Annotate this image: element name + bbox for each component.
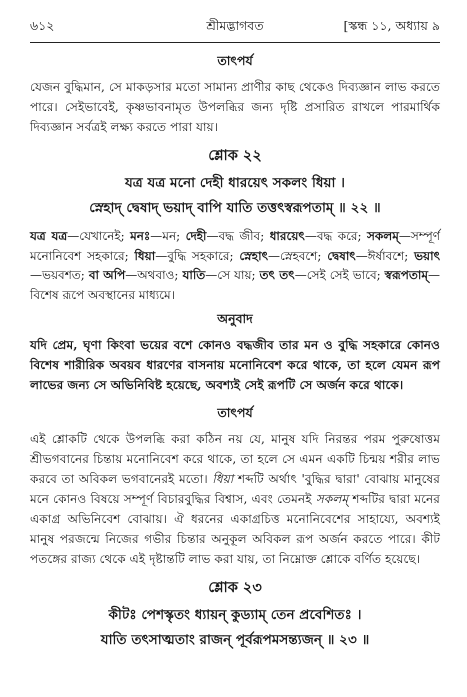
synonym-meaning: —বিশেষ রূপে অবস্থানের মাধ্যমে। [30, 268, 441, 302]
page-number: ৬১২ [30, 18, 55, 33]
purport-text-part: এই শ্লোকটি থেকে উপলব্ধি করা কঠিন নয় যে, মানুষ যদি নিরন্তর পরম পুরুষোত্তম শ্রীভগবানের চিন্তায় মনোনিবেশ করে থাকে, তা হলে সে এমন একটি চিন্ময় শরীর লাভ করবে তা অবিকল ভগবানেরই মতো। [30, 432, 440, 486]
purport-text [30, 429, 440, 569]
synonym-term: যত্র যত্র [30, 229, 68, 243]
purport-text-part: শব্দটির দ্বারা মনের একাগ্র অভিনিবেশ বোঝায়। ঐ ধরনের একাগ্রচিত্ত মনোনিবেশের সাহায্যে, অবশ্যই মানুষ পরজন্মে নিজের গভীর চিন্তার অনুকূল অবিকল রূপ অর্জন করতে পারে। কীট পতঙ্গের রাজ্য থেকে এই দৃষ্টান্তটি লাভ করা যায়, তা নিম্নোক্ত শ্লোকে বর্ণিত হয়েছে। [30, 492, 440, 566]
synonym-term: স্নেহাৎ [239, 248, 268, 263]
translation-text: যদি প্রেম, ঘৃণা কিংবা ভয়ের বশে কোনও বদ্ধজীব তার মন ও বুদ্ধি সহকারে কোনও বিশেষ শারীরিক অবয়ব ধারণের বাসনায় মনোনিবেশ করে থাকে, তা হলে যেমন রূপ লাভের জন্য সে অভিনিবিষ্ট হয়েছে, অবশ্যই সেই রূপটি সে অর্জন করে থাকে। [30, 338, 440, 392]
purport-heading: তাৎপর্য [217, 405, 253, 420]
synonym-meaning: —যেখানেই; [67, 229, 131, 243]
purport-text-part: শব্দটি অর্থাৎ 'বুদ্ধির দ্বারা' বোঝায় মানুষের মনে কোনও বিষয়ে সম্পূর্ণ বিচারবুদ্ধির বিশ্বাস, এবং তেমনই [30, 472, 440, 506]
synonym-meaning: —ঈর্ষাবশে; [355, 248, 415, 263]
sloka-22 [30, 145, 440, 221]
word-for-word [30, 227, 440, 305]
synonym-meaning: —বুদ্ধি সহকারে; [155, 248, 240, 263]
purport-section-1 [30, 53, 440, 137]
synonym-term: ধিয়া [134, 248, 156, 263]
synonym-meaning: —ভয়বশত; [30, 268, 89, 282]
purport-section-2 [30, 405, 440, 569]
purport-text: যেজন বুদ্ধিমান, সে মাকড়সার মতো সামান্য প্রাণীর কাছ থেকেও দিব্যজ্ঞান লাভ করতে পারে। সেইভাবেই, কৃষ্ণভাবনামৃত উপলব্ধির জন্য দৃষ্টি প্রসারিত রাখলে পারমার্থিক দিব্যজ্ঞান সর্বত্রই লক্ষ্য করতে পারা যায়। [30, 80, 440, 134]
synonym-meaning: —সেই সেই ভাবে; [294, 268, 385, 282]
synonym-term: স্বরূপতাম্ [384, 268, 429, 282]
sloka-23 [30, 577, 440, 653]
running-header [30, 18, 440, 43]
chapter-location: [স্কন্ধ ১১, অধ্যায় ৯ [343, 18, 440, 33]
synonym-meaning: —অথবাও; [125, 268, 183, 282]
synonym-term: বা অপি [88, 268, 126, 282]
book-title: শ্রীমদ্ভাগবত [206, 18, 264, 33]
synonym-term: ধারয়েৎ [269, 229, 305, 243]
sloka-title: শ্লোক ২২ [208, 147, 262, 164]
verse-line-1: কীটঃ পেশস্কৃতং ধ্যায়ন্ কুড্যাম্ তেন প্রবেশিতঃ । [108, 607, 362, 623]
purport-heading: তাৎপর্য [217, 53, 253, 68]
synonym-term: তৎ তৎ [259, 268, 295, 282]
verse-line-2: স্নেহাদ্ দ্বেষাদ্ ভয়াদ্ বাপি যাতি তত্তৎস্বরূপতাম্ ॥ ২২ ॥ [89, 200, 381, 216]
synonym-term: দেহী [185, 229, 207, 243]
synonym-meaning: —বদ্ধ জীব; [206, 229, 270, 243]
verse-line-2: যাতি তৎসাত্মতাং রাজন্ পূর্বরূপমসন্ত্যজন্ ॥ ২৩ ॥ [100, 632, 370, 648]
synonym-term: দ্বেষাৎ [327, 248, 356, 263]
synonym-term: সকলম্ [366, 229, 399, 243]
synonym-term: যাতি [182, 268, 206, 282]
synonym-term: মনঃ [130, 229, 151, 243]
verse-line-1: যত্র যত্র মনো দেহী ধারয়েৎ সকলং ধিয়া । [124, 175, 346, 191]
purport-italic-term: সকলম্ [315, 492, 349, 506]
synonym-meaning: —সম্পূর্ণ মনোনিবেশ সহকারে; [30, 229, 440, 263]
translation-section [30, 311, 440, 395]
synonym-meaning: —সে যায়; [205, 268, 260, 282]
synonym-term: ভয়াৎ [414, 248, 440, 263]
synonym-meaning: —মন; [150, 229, 186, 243]
translation-heading: অনুবাদ [217, 311, 253, 326]
synonym-meaning: —বদ্ধ করে; [304, 229, 367, 243]
page [30, 18, 440, 653]
synonym-meaning: —স্নেহবশে; [267, 248, 328, 263]
purport-italic-term: ধিয়া [212, 472, 234, 486]
sloka-title: শ্লোক ২৩ [208, 579, 262, 596]
